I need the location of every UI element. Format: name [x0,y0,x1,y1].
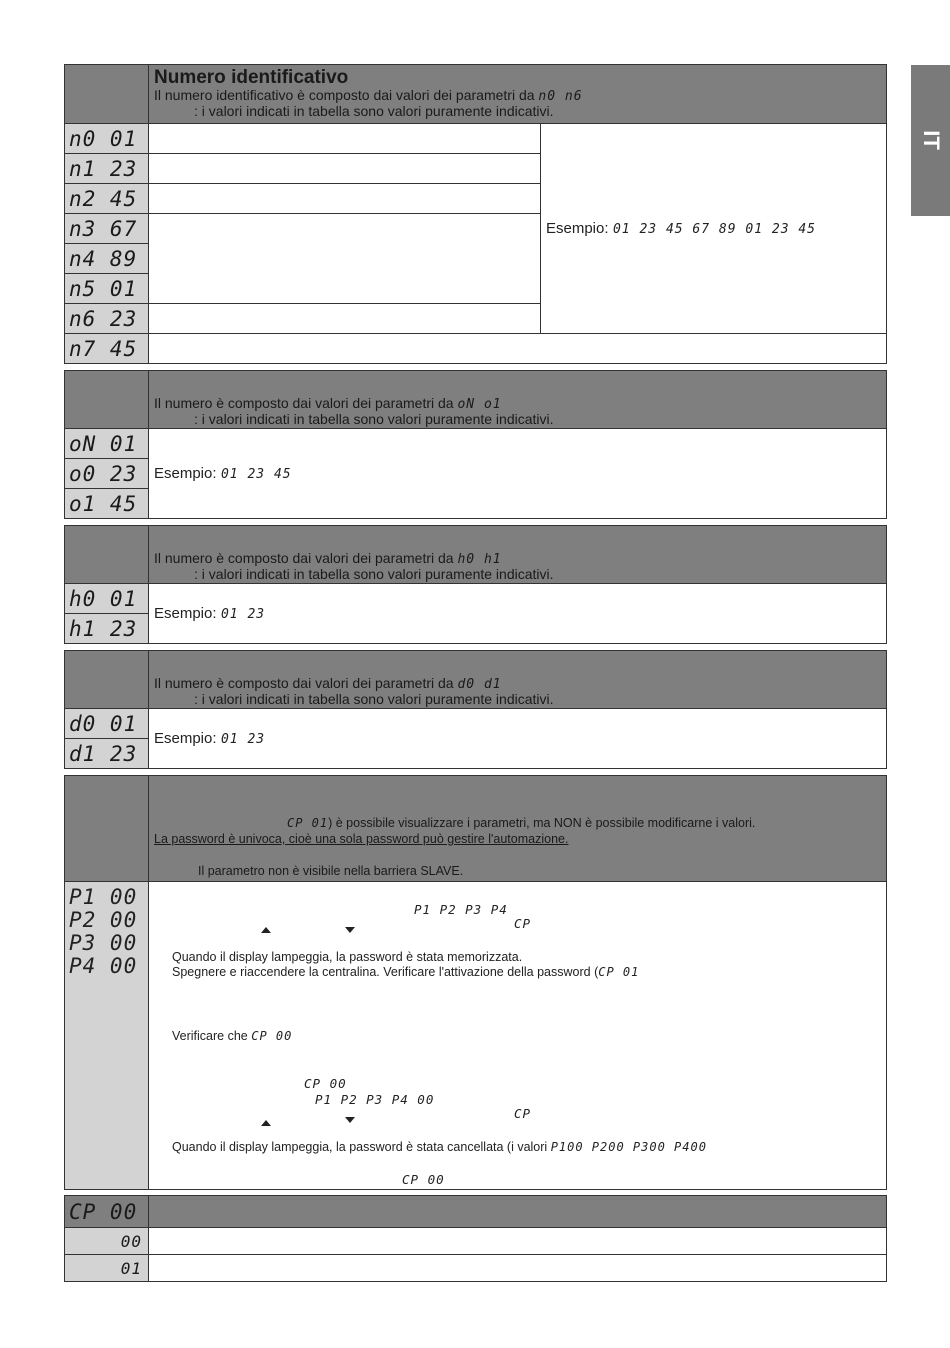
header-cp-value: CP 01 [287,816,329,830]
step-cp-check: CP 01 [598,965,640,979]
example-label: Esempio: [546,219,609,237]
header-note: : i valori indicati in tabella sono valori puramente indicativi. [194,691,554,707]
step-cp-verify: CP 00 [251,1029,293,1043]
step-text-verify: Verificare che [172,1029,248,1043]
header-param-range: d0 d1 [457,677,502,692]
param-p4: P4 00 [69,954,138,978]
header-text: Il numero è composto dai valori dei parametri da [154,550,454,566]
header-text: Il numero è composto dai valori dei parametri da [154,395,454,411]
header-param-range: h0 h1 [457,552,502,567]
up-arrow-icon [261,927,271,933]
step-cp-2: CP [514,1106,532,1121]
language-label: IT [918,130,944,150]
example-value: 01 23 [220,731,266,747]
section-title: Numero identificativo [154,67,349,88]
header-text: Il numero è composto dai valori dei parametri da [154,675,454,691]
param-p1: P1 00 [69,885,138,909]
param-h0: h0 01 [65,584,149,614]
step-cp-final: CP 00 [402,1172,445,1187]
param-p2: P2 00 [69,908,138,932]
down-arrow-icon [345,927,355,933]
section-numero-identificativo [64,64,887,364]
section-h-params [64,525,887,644]
step-cp: CP [514,916,532,931]
param-d0: d0 01 [65,709,149,739]
param-n4: n4 89 [65,244,149,274]
param-n7: n7 45 [65,334,149,364]
step-text-memorized: Quando il display lampeggia, la password è stata memorizzata. [172,950,523,964]
section-o-params [64,370,887,519]
header-text: ) è possibile visualizzare i parametri, ma NON è possibile modificarne i valori. [328,816,756,830]
param-n2: n2 45 [65,184,149,214]
example-value: 01 23 45 [220,466,292,482]
example-value: 01 23 [220,606,266,622]
param-n6: n6 23 [65,304,149,334]
language-tab [911,65,950,216]
header-slave-note: Il parametro non è visibile nella barriera SLAVE. [198,864,464,878]
section-password [64,775,887,1190]
step-params: P1 P2 P3 P4 [414,902,508,917]
param-o0: o0 23 [65,459,149,489]
example-label: Esempio: [154,464,217,482]
example-value: 01 23 45 67 89 01 23 45 [612,221,816,237]
param-n0: n0 01 [65,124,149,154]
param-o1: o1 45 [65,489,149,519]
param-oN: oN 01 [65,429,149,459]
cp-value-00: 00 [65,1228,149,1255]
header-param-range: oN o1 [457,397,502,412]
param-cp: CP 00 [65,1196,149,1228]
up-arrow-icon [261,1120,271,1126]
step-params-cleared: P100 P200 P300 P400 [550,1140,707,1154]
header-password-note: La password è univoca, cioè una sola password può gestire l'automazione. [154,832,569,846]
example-label: Esempio: [154,604,217,622]
param-d1: d1 23 [65,739,149,769]
param-p3: P3 00 [69,931,138,955]
param-n5: n5 01 [65,274,149,304]
step-text-restart: Spegnere e riaccendere la centralina. Verificare l'attivazione della password ( [172,965,599,979]
step-text-cancelled: Quando il display lampeggia, la password è stata cancellata (i valori [172,1140,548,1154]
header-text: Il numero identificativo è composto dai valori dei parametri da [154,87,535,103]
example-label: Esempio: [154,729,217,747]
header-param-range: n0 n6 [538,89,583,104]
step-params-reset: P1 P2 P3 P4 00 [315,1092,435,1107]
header-note: : i valori indicati in tabella sono valori puramente indicativi. [194,103,554,119]
param-n3: n3 67 [65,214,149,244]
header-note: : i valori indicati in tabella sono valori puramente indicativi. [194,411,554,427]
down-arrow-icon [345,1117,355,1123]
param-n1: n1 23 [65,154,149,184]
param-h1: h1 23 [65,614,149,644]
section-d-params [64,650,887,769]
section-cp-values [64,1195,887,1282]
step-cp-reset: CP 00 [304,1076,347,1091]
header-note: : i valori indicati in tabella sono valori puramente indicativi. [194,566,554,582]
cp-value-01: 01 [65,1255,149,1282]
